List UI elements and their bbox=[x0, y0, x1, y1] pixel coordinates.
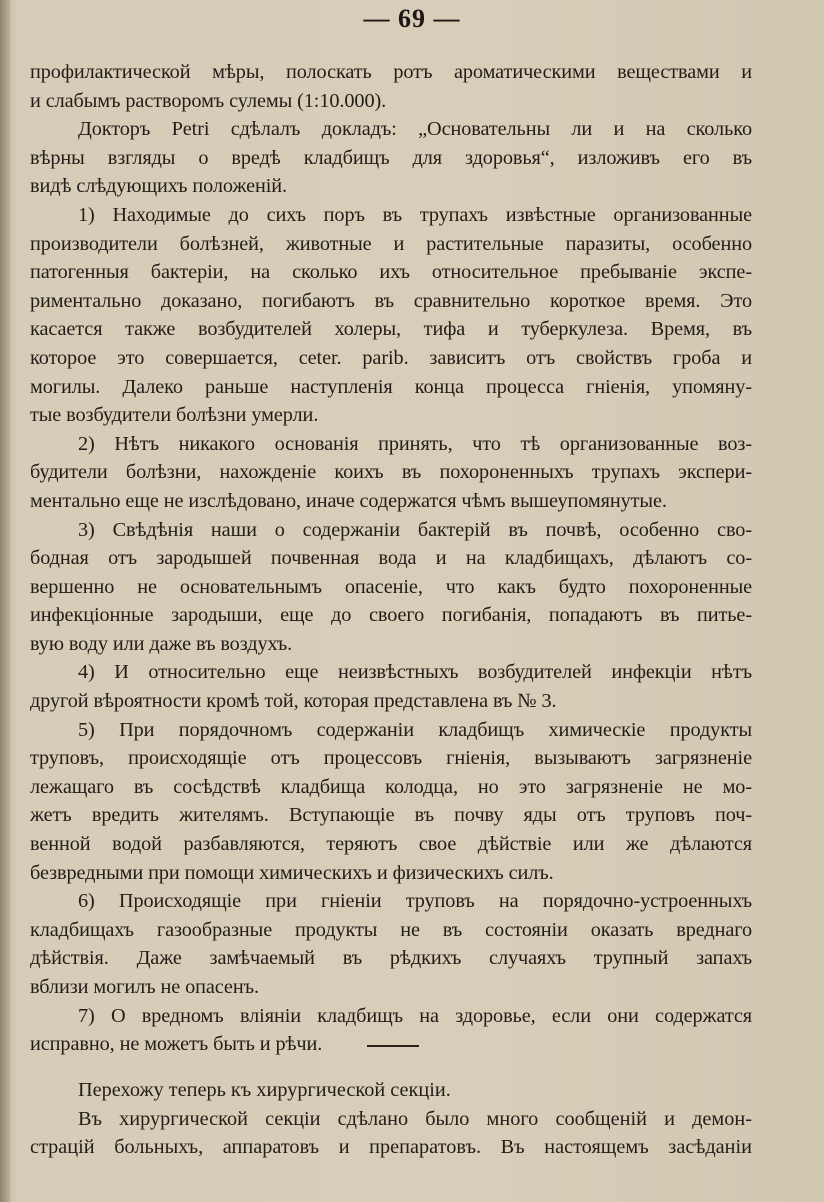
body-text-line: 7) О вредномъ вліяніи кладбищъ на здоровье, если они содержатся bbox=[78, 1004, 752, 1027]
body-text-line: вблизи могилъ не опасенъ. bbox=[30, 976, 259, 998]
body-text-line: другой вѣроятности кромѣ той, которая представлена въ № 3. bbox=[30, 690, 557, 713]
section-text-line: страцій больныхъ, аппаратовъ и препаратовъ. Въ настоящемъ засѣданіи bbox=[30, 1136, 752, 1159]
body-text-line: дѣйствія. Даже замѣчаемый въ рѣдкихъ случаяхъ трупный запахъ bbox=[30, 947, 752, 970]
body-text-line: инфекціонные зародыши, еще до своего погибанія, попадаютъ въ питье- bbox=[30, 604, 752, 627]
body-text-line: производители болѣзней, животные и растительные паразиты, особенно bbox=[30, 232, 752, 255]
body-text-line: исправно, не можетъ быть и рѣчи. bbox=[30, 1033, 323, 1056]
body-text-line: лежащаго въ сосѣдствѣ кладбища колодца, но это загрязненіе не мо- bbox=[30, 775, 752, 798]
body-text-line: ментально еще не изслѣдовано, иначе содержатся чѣмъ вышеупомянутые. bbox=[30, 489, 667, 512]
body-text-line: 6) Происходящіе при гніеніи труповъ на порядочно-устроенныхъ bbox=[78, 890, 752, 913]
body-text-line: труповъ, происходящіе отъ процессовъ гніенія, вызываютъ загрязненіе bbox=[30, 747, 752, 770]
body-text-line: и слабымъ растворомъ сулемы (1:10.000). bbox=[30, 89, 387, 112]
section-divider bbox=[367, 1045, 419, 1047]
page-number: — 69 — bbox=[363, 4, 461, 33]
body-text-line: венной водой разбавляются, теряютъ свое дѣйствіе или же дѣлаются bbox=[30, 833, 752, 856]
body-text-line: патогенныя бактеріи, на сколько ихъ относительное пребываніе экспе- bbox=[30, 261, 752, 284]
body-text-line: бодная отъ зародышей почвенная вода и на кладбищахъ, дѣлаютъ со- bbox=[30, 547, 752, 570]
section-text-line: Въ хирургической секціи сдѣлано было много сообщеній и демон- bbox=[78, 1107, 752, 1130]
body-text-line: тые возбудители болѣзни умерли. bbox=[30, 404, 319, 427]
body-text-line: 1) Находимые до сихъ поръ въ трупахъ извѣстные организованные bbox=[78, 203, 752, 226]
body-text-line: Докторъ Petri сдѣлалъ докладъ: „Основательны ли и на сколько bbox=[78, 118, 752, 141]
section-text-line: Перехожу теперь къ хирургической секціи. bbox=[78, 1079, 451, 1101]
page-binding-edge bbox=[0, 0, 10, 1202]
body-text-line: вѣрны взгляды о вредѣ кладбищъ для здоровья“, изложивъ его въ bbox=[30, 146, 752, 169]
body-text-line: видѣ слѣдующихъ положеній. bbox=[30, 175, 288, 198]
body-text-line: вую воду или даже въ воздухъ. bbox=[30, 632, 293, 655]
body-text bbox=[30, 58, 752, 1059]
body-text-line: профилактической мѣры, полоскать ротъ ароматическими веществами и bbox=[30, 61, 752, 83]
body-text-line: жетъ вредить жителямъ. Вступающіе въ почву яды отъ труповъ поч- bbox=[30, 804, 752, 827]
body-text-line: которое это совершается, ceter. parib. зависитъ отъ свойствъ гроба и bbox=[30, 346, 752, 369]
body-text-line: риментально доказано, погибаютъ въ сравнительно короткое время. Это bbox=[30, 289, 752, 312]
body-text-line: кладбищахъ газообразные продукты не въ состояніи оказать вреднаго bbox=[30, 918, 752, 941]
body-text-line: вершенно не основательнымъ опасеніе, что какъ будто похороненные bbox=[30, 575, 752, 598]
body-text-line: 5) При порядочномъ содержаніи кладбищъ химическіе продукты bbox=[78, 718, 752, 741]
body-text-line: 4) И относительно еще неизвѣстныхъ возбудителей инфекціи нѣтъ bbox=[78, 661, 752, 684]
body-text-line: 3) Свѣдѣнія наши о содержаніи бактерій въ почвѣ, особенно сво- bbox=[78, 518, 752, 541]
body-text-line: будители болѣзни, нахожденіе коихъ въ похороненныхъ трупахъ экспери- bbox=[30, 461, 752, 484]
body-text-line: безвредными при помощи химическихъ и физическихъ силъ. bbox=[30, 861, 554, 884]
body-text-line: 2) Нѣтъ никакого основанія принять, что тѣ организованные воз- bbox=[78, 432, 752, 455]
body-text-line: касается также возбудителей холеры, тифа и туберкулеза. Время, въ bbox=[30, 318, 752, 341]
body-text-line: могилы. Далеко раньше наступленія конца процесса гніенія, упомяну- bbox=[30, 375, 752, 398]
surgical-section-text bbox=[30, 1076, 752, 1162]
